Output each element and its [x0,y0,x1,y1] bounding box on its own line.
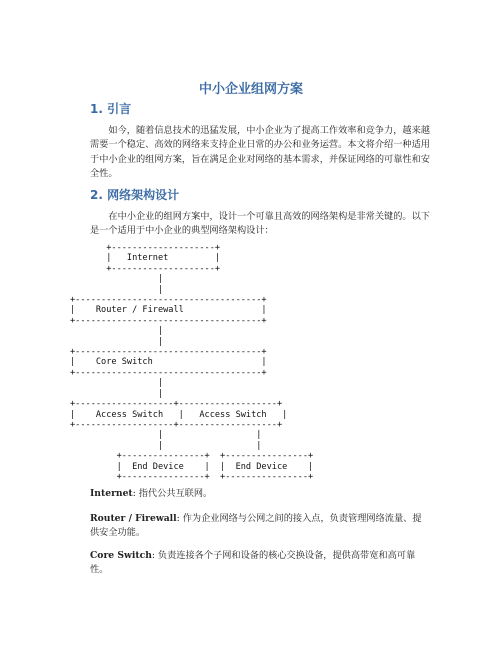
network-ascii-diagram: +--------------------+ | Internet | +--------------------+ | | +------------------------------------+ | Router / Firewall | +------------------------------------+ | | +------------------------------------+ | Core Switch | +------------------------------------+ | | +-------------------+-------------------+ | Access Switch | Access Switch | +-------------------+-------------------+ | | | | +----------------+ +----------------+ | End Device | | End Device | +----------------+ +----------------+ [70,243,314,482]
description-internet [90,487,430,501]
term-internet: Internet [90,488,133,499]
section-heading-intro: 1. 引言 [90,102,132,116]
term-router-firewall: Router / Firewall [90,513,177,524]
description-router-firewall [90,512,430,541]
document-title: 中小企业组网方案 [198,82,303,97]
term-core-switch: Core Switch [90,550,152,561]
intro-paragraph: 如今，随着信息技术的迅猛发展，中小企业为了提高工作效率和竞争力，越来越需要一个稳定、高效的网络来支持企业日常的办公和业务运营。本文将介绍一种适用于中小企业的组网方案，旨在满足企业对网络的基本需求，并保证网络的可靠性和安全性。 [90,125,430,179]
architecture-paragraph: 在中小企业的组网方案中，设计一个可靠且高效的网络架构是非常关键的。以下是一个适用于中小企业的典型网络架构设计： [90,211,430,237]
definition-router-firewall: : 作为企业网络与公网之间的接入点，负责管理网络流量、提供安全功能。 [90,513,422,539]
definition-core-switch: : 负责连接各个子网和设备的核心交换设备，提供高带宽和高可靠性。 [90,550,416,576]
section-heading-architecture: 2. 网络架构设计 [90,188,180,202]
description-core-switch [90,549,430,578]
definition-internet: : 指代公共互联网。 [132,488,213,499]
